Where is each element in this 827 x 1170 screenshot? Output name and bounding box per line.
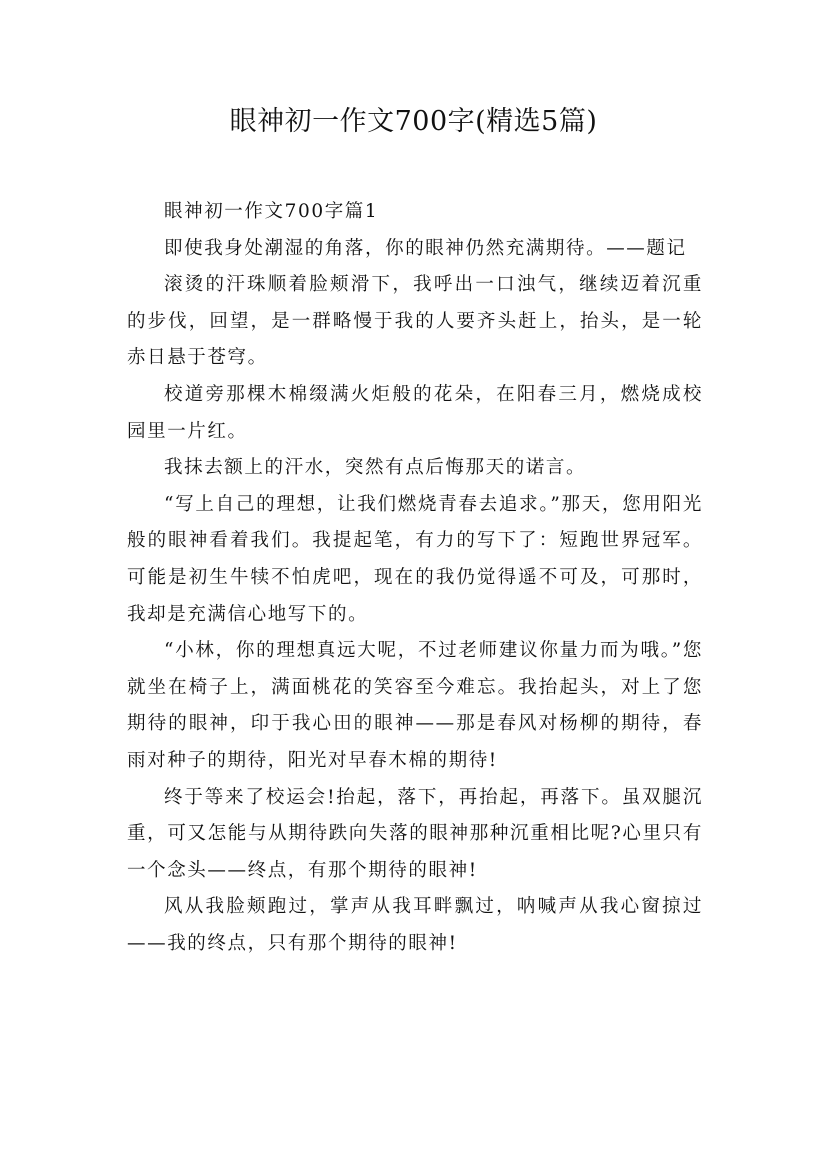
body-paragraph: 校道旁那棵木棉缀满火炬般的花朵，在阳春三月，燃烧成校园里一片红。: [127, 383, 703, 442]
section-heading: 眼神初一作文700字篇1: [164, 201, 379, 222]
body-paragraph: “小林，你的理想真远大呢，不过老师建议你量力而为哦。”您就坐在椅子上，满面桃花的笑容至今难忘。我抬起头，对上了您期待的眼神，印于我心田的眼神——那是春风对杨柳的期待，春雨对种子的期待，阳光对早春木棉的期待!: [127, 640, 703, 771]
epigraph-paragraph: 即使我身处潮湿的角落，你的眼神仍然充满期待。——题记: [164, 237, 687, 259]
body-paragraph: 我抹去额上的汗水，突然有点后悔那天的诺言。: [164, 457, 587, 479]
document-title: 眼神初一作文700字(精选5篇): [229, 106, 598, 137]
body-paragraph: 风从我脸颊跑过，掌声从我耳畔飘过，呐喊声从我心窗掠过——我的终点，只有那个期待的眼神!: [127, 896, 703, 954]
body-paragraph: 终于等来了校运会!抬起，落下，再抬起，再落下。虽双腿沉重，可又怎能与从期待跌向失落的眼神那种沉重相比呢?心里只有一个念头——终点，有那个期待的眼神!: [127, 786, 703, 881]
document-body: [127, 194, 703, 962]
body-paragraph: “写上自己的理想，让我们燃烧青春去追求。”那天，您用阳光般的眼神看着我们。我提起笔，有力的写下了：短跑世界冠军。可能是初生牛犊不怕虎吧，现在的我仍觉得遥不可及，可那时，我却是充满信心地写下的。: [127, 493, 703, 625]
body-paragraph: 滚烫的汗珠顺着脸颊滑下，我呼出一口浊气，继续迈着沉重的步伐，回望，是一群略慢于我的人要齐头赶上，抬头，是一轮赤日悬于苍穹。: [127, 274, 703, 369]
